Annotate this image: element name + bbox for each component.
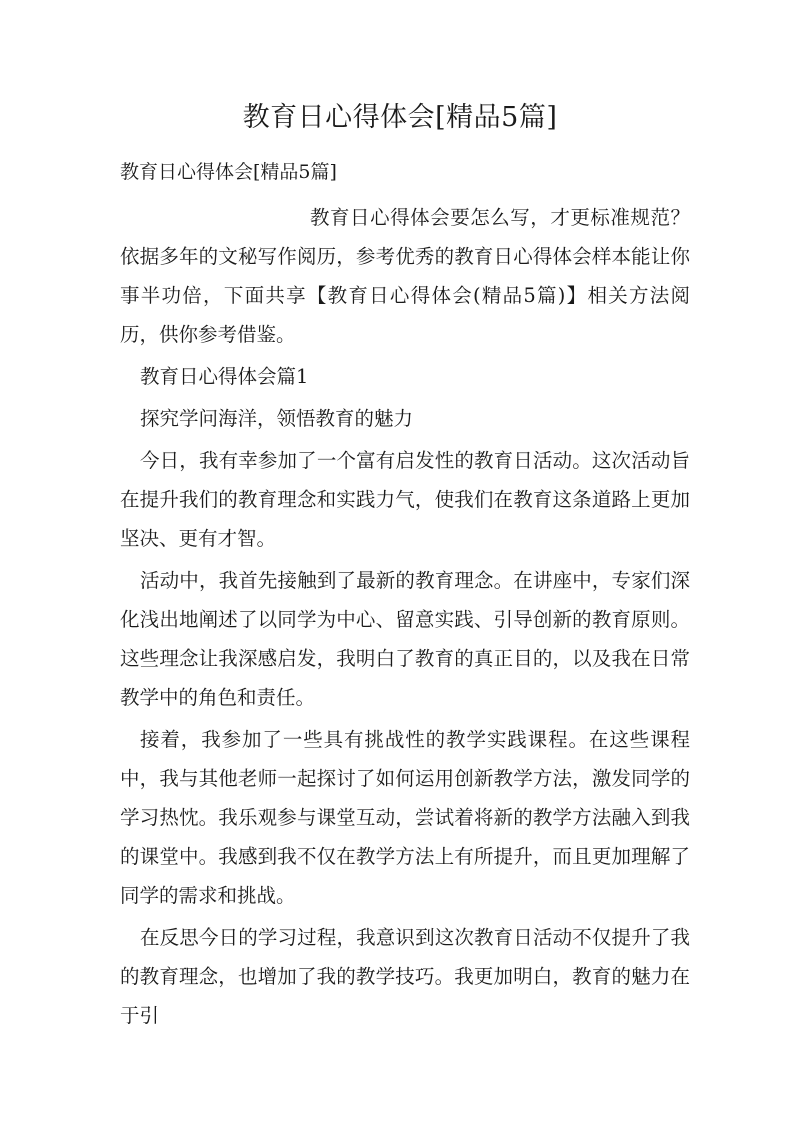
document-body: [120, 198, 690, 1035]
document-title: 教育日心得体会[精品5篇]: [242, 102, 558, 133]
section-subheading: 探究学问海洋，领悟教育的魅力: [140, 407, 414, 430]
intro-paragraph: 教育日心得体会要怎么写，才更标准规范？依据多年的文秘写作阅历，参考优秀的教育日心得体会样本能让你事半功倍，下面共享【教育日心得体会(精品5篇)】相关方法阅历，供你参考借鉴。: [120, 206, 690, 346]
body-paragraph: 活动中，我首先接触到了最新的教育理念。在讲座中，专家们深化浅出地阐述了以同学为中心、留意实践、引导创新的教育原则。这些理念让我深感启发，我明白了教育的真正目的，以及我在日常教学中的角色和责任。: [120, 569, 690, 709]
document-subtitle: 教育日心得体会[精品5篇]: [120, 161, 337, 183]
body-paragraph: 接着，我参加了一些具有挑战性的教学实践课程。在这些课程中，我与其他老师一起探讨了如何运用创新教学方法，激发同学的学习热忱。我乐观参与课堂互动，尝试着将新的教学方法融入到我的课堂中。我感到我不仅在教学方法上有所提升，而且更加理解了同学的需求和挑战。: [120, 728, 690, 907]
body-paragraph: 今日，我有幸参加了一个富有启发性的教育日活动。这次活动旨在提升我们的教育理念和实践力气，使我们在教育这条道路上更加坚决、更有才智。: [120, 449, 690, 550]
section-heading: 教育日心得体会篇1: [140, 365, 309, 388]
body-paragraph: 在反思今日的学习过程，我意识到这次教育日活动不仅提升了我的教育理念，也增加了我的教学技巧。我更加明白，教育的魅力在于引: [120, 926, 690, 1027]
